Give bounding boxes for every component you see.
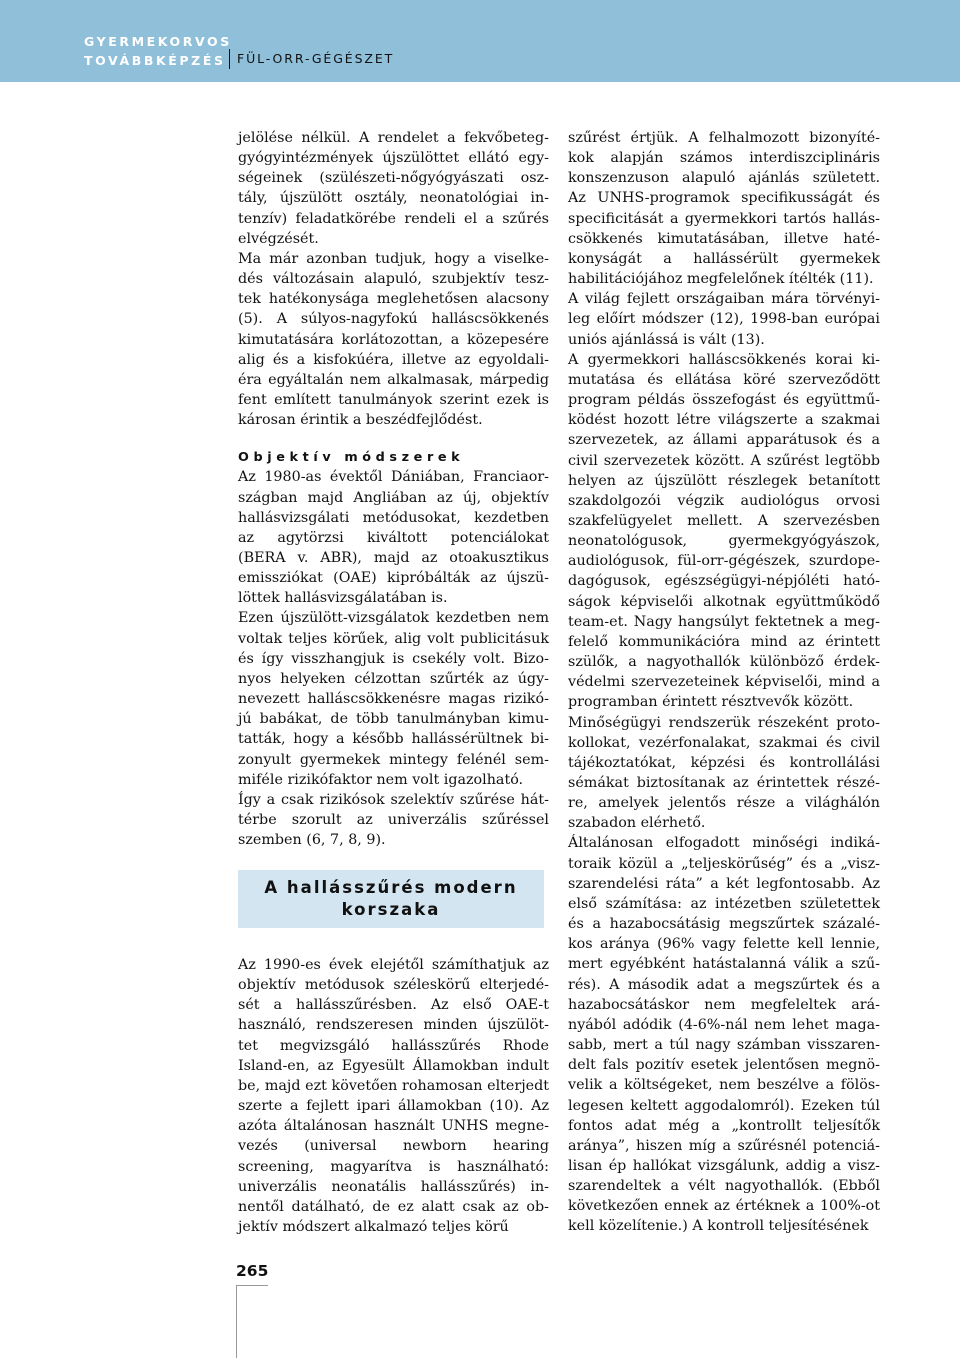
text-line: (5). A súlyos-nagyfokú halláscsökkenés <box>238 311 549 328</box>
text-line: tet megvizsgáló hallásszűrés Rhode <box>238 1037 549 1054</box>
text-line: specificitását a gyermekkori tartós hallás- <box>568 210 880 227</box>
text-line: szülők, a nagyothallók különböző érdek- <box>568 654 880 671</box>
text-line: fontos adat még a „kontrollt teljesítők <box>568 1117 880 1134</box>
text-line: Az 1980-as évektől Dániában, Franciaor- <box>238 469 549 486</box>
text-line: nentől datálható, de ez alatt csak az ob- <box>238 1198 549 1215</box>
text-line: csökkenés kimutatásában, illetve haté- <box>568 230 880 247</box>
paragraph <box>238 955 549 1237</box>
text-line: ségeinek (szülészeti-nőgyógyászati osz- <box>238 170 549 187</box>
text-line: Minőségügyi rendszerük részeként proto- <box>568 714 880 731</box>
text-line: kell közelítenie.) A kontroll teljesítésének <box>568 1218 869 1235</box>
text-line: uniós ajánlássá is vált (13). <box>568 331 765 348</box>
text-line: az agytörzsi kiváltott potenciálokat <box>238 529 549 546</box>
text-line: audiológusok, fül-orr-gégészek, szurdope- <box>568 553 880 570</box>
text-line: A gyermekkori halláscsökkenés korai ki- <box>568 351 880 368</box>
page-number: 265 <box>236 1262 269 1280</box>
paragraph <box>238 249 549 430</box>
text-line: delt fals pozitív esetek jelentősen megnö- <box>568 1057 880 1074</box>
text-line: ságok képviselői alkotnak együttműködő <box>568 593 880 610</box>
text-line: hallásvizsgálati metódusokat, kezdetben <box>238 509 549 526</box>
text-line: azóta általánosan használt UNHS megne- <box>238 1118 549 1135</box>
text-line: univerzális neonatális hallásszűrés) in- <box>238 1178 549 1195</box>
text-line: Ma már azonban tudjuk, hogy a viselke- <box>238 250 549 267</box>
text-line: tek hatékonysága meglehetősen alacsony <box>238 291 549 308</box>
text-line: gyógyintézmények újszülöttet ellátó egy- <box>238 150 549 167</box>
text-line: kimutatására korlátozottan, a közepesére <box>238 331 549 348</box>
text-line: Az 1990-es évek elejétől számíthatjuk az <box>238 957 549 973</box>
text-line: térbe szorult az univerzális szűréssel <box>238 812 549 828</box>
text-line: nevezett halláscsökkenésre magas rizikó- <box>238 691 549 708</box>
text-line: jektív módszert alkalmazó teljes körű <box>238 1219 509 1236</box>
text-line: legesen keltett aggodalomról). Ezeken túl <box>568 1097 880 1114</box>
text-line: hazabocsátáskor nem megfeleltek ará- <box>568 996 880 1013</box>
text-line: jú babákat, de több tanulmányban kimu- <box>238 711 549 728</box>
text-line: felelő kommunikációra mind az érintett <box>568 633 880 650</box>
text-line: szakdolgozói végzik audiológus orvosi <box>568 492 880 509</box>
paragraph <box>568 128 880 289</box>
box-heading-line1: A hallásszűrés modern <box>264 878 518 897</box>
text-line: be, majd ezt követően rohamosan elterjedt <box>238 1077 549 1094</box>
text-line: program példás összefogást és együttmű- <box>568 392 880 409</box>
text-line: szarendelési ráta” a két legfontosabb. Az <box>568 875 880 892</box>
text-line: kollokat, vezérfonalakat, szakmai és civil <box>568 734 880 751</box>
text-line: fent említett tanulmányok szerint ezek is <box>238 392 549 409</box>
paragraph <box>568 289 880 349</box>
section-heading-box <box>238 870 544 928</box>
text-line: és a hazabocsátásig megszűrtek százalé- <box>568 916 880 933</box>
text-line: mutatása és ellátása köré szerveződött <box>568 371 880 388</box>
right-column <box>568 128 880 1237</box>
text-line: lisan ép hallókat vizsgálunk, addig a visz- <box>568 1157 880 1174</box>
text-line: szervezetek, az állami apparátusok és a <box>568 432 880 449</box>
paragraph <box>238 128 549 249</box>
text-line: következően ennek az értéknek a 100%-ot <box>568 1198 880 1215</box>
text-line: toraik közül a „teljeskörűség” és a „visz- <box>568 855 880 872</box>
text-line: rés). A második adat a megszűrtek és a <box>568 976 880 993</box>
text-line: alig és a kisfokúéra, illetve az egyoldali- <box>238 351 549 368</box>
text-line: Így a csak rizikósok szelektív szűrése hát- <box>238 791 549 808</box>
text-line: szarendeltek a vélt nagyothallók. (Ebből <box>568 1178 880 1195</box>
text-line: velik a költségeket, nem beszélve a fölös- <box>568 1077 880 1094</box>
section-title: FÜL-ORR-GÉGÉSZET <box>237 51 395 66</box>
text-line: szágban majd Angliában az új, objektív <box>238 489 549 506</box>
text-line: dagógusok, egészségügyi-népjóléti ható- <box>568 573 880 590</box>
text-line: tájékoztatókat, képzési és kontrollálási <box>568 754 880 771</box>
page-header <box>0 0 960 82</box>
text-line: team-et. Nagy hangsúlyt fektetnek a meg- <box>568 613 880 630</box>
box-heading-line2: korszaka <box>341 900 441 919</box>
text-line: ködést hozott létre világszerte a szakmai <box>568 412 880 429</box>
text-line: szakfelügyelet mellett. A szervezésben <box>568 512 880 529</box>
text-line: tály, újszülött osztály, neonatológiai in- <box>238 190 549 207</box>
text-line: károsan érintik a beszédfejlődést. <box>238 412 483 429</box>
page-number-rule-vertical <box>236 1285 237 1358</box>
paragraph <box>568 350 880 713</box>
paragraph <box>238 608 549 789</box>
text-line: dés változásain alapuló, szubjektív tesz- <box>238 271 549 288</box>
text-line: Általánosan elfogadott minőségi indiká- <box>568 835 880 852</box>
text-line: objektív metódusok széleskörű elterjedé- <box>238 977 549 994</box>
text-line: programban érintett résztvevők között. <box>568 694 854 711</box>
text-line: helyen az újszülött részlegek betanított <box>568 472 880 489</box>
text-line: kos aránya (96% vagy felette kell lennie, <box>568 936 880 953</box>
text-line: sabb, mert a túl nagy számban visszaren- <box>568 1037 880 1054</box>
series-title <box>84 32 232 70</box>
page-number-rule-horizontal <box>236 1285 268 1286</box>
text-line: (BERA v. ABR), majd az otoakusztikus <box>238 549 549 566</box>
paragraph <box>238 467 549 608</box>
text-line: A világ fejlett országaiban mára törvényi- <box>568 291 880 308</box>
series-title-line1: GYERMEKORVOS <box>84 34 232 49</box>
text-line: kok alapján számos interdiszciplináris <box>568 150 880 167</box>
text-line: sét a hallásszűrésben. Az első OAE-t <box>238 997 549 1014</box>
text-line: konszenzuson alapuló ajánlás született. <box>568 170 880 187</box>
text-line: leg előírt módszer (12), 1998-ban európai <box>568 311 880 328</box>
text-line: jelölése nélkül. A rendelet a fekvőbeteg- <box>238 130 549 146</box>
text-line: Island-en, az Egyesült Államokban indult <box>238 1057 549 1074</box>
text-line: neonatológusok, gyermekgyógyászok, <box>568 533 880 550</box>
text-line: vezés (universal newborn hearing <box>238 1138 549 1155</box>
text-line: szemben (6, 7, 8, 9). <box>238 832 386 849</box>
series-title-line2: TOVÁBBKÉPZÉS <box>84 53 226 68</box>
paragraph <box>238 790 549 850</box>
text-line: nyából adódik (4-6%-nál nem lehet maga- <box>568 1016 880 1033</box>
header-separator <box>229 49 230 69</box>
left-column-lower <box>238 955 549 1237</box>
text-line: tenzív) feladatkörébe rendeli el a szűrés <box>238 210 549 227</box>
text-line: nyos helyeken célzottan szűrték az úgy- <box>238 670 549 687</box>
text-line: löttek hallásvizsgálatában is. <box>238 590 448 607</box>
text-line: szűrést értjük. A felhalmozott bizonyíté- <box>568 130 880 146</box>
text-line: használó, rendszeresen minden újszülöt- <box>238 1017 549 1034</box>
text-line: re, amelyek jelentős része a világhálón <box>568 795 880 812</box>
text-line: emissziókat (OAE) kipróbálták az újszü- <box>238 570 549 587</box>
left-column <box>238 128 549 850</box>
text-line: aránya”, hiszen míg a szűrésnél potenciá- <box>568 1137 880 1154</box>
text-line: éra egyáltalán nem alkalmasak, márpedig <box>238 371 549 388</box>
text-line: szerte a fejlett ipari államokban (10). Az <box>238 1098 549 1115</box>
text-line: Ezen újszülött-vizsgálatok kezdetben nem <box>238 610 549 627</box>
section-heading: Objektív módszerek <box>238 450 465 466</box>
text-line: elvégzését. <box>238 230 319 247</box>
text-line: konyságát a hallássérült gyermekek <box>568 250 880 267</box>
text-line: miféle rizikófaktor nem volt igazolható. <box>238 771 524 788</box>
text-line: első számítása: az intézetben születettek <box>568 895 880 912</box>
text-line: sémákat biztosítanak az érintettek részé- <box>568 775 880 791</box>
paragraph <box>568 713 880 834</box>
text-line: Az UNHS-programok specifikusságát és <box>568 190 880 207</box>
text-line: civil szervezetek között. A szűrést legtöbb <box>568 452 880 469</box>
text-line: zonyult gyermekek mintegy felénél sem- <box>238 751 549 768</box>
text-line: habilitációjához megfelelőnek ítélték (11). <box>568 271 874 288</box>
paragraph <box>568 833 880 1236</box>
text-line: szabadon elérhető. <box>568 815 706 832</box>
text-line: voltak teljes körűek, alig volt publicitásuk <box>238 630 549 647</box>
text-line: mert egyébként hatástalanná válik a szű- <box>568 956 880 973</box>
text-line: screening, magyarítva is használható: <box>238 1158 549 1175</box>
text-line: és így visszhangjuk is csekély volt. Bizo- <box>238 650 549 667</box>
text-line: védelmi szervezeteinek képviselői, mind a <box>568 674 880 691</box>
text-line: tatták, hogy a később hallássérültnek bi- <box>238 731 549 748</box>
